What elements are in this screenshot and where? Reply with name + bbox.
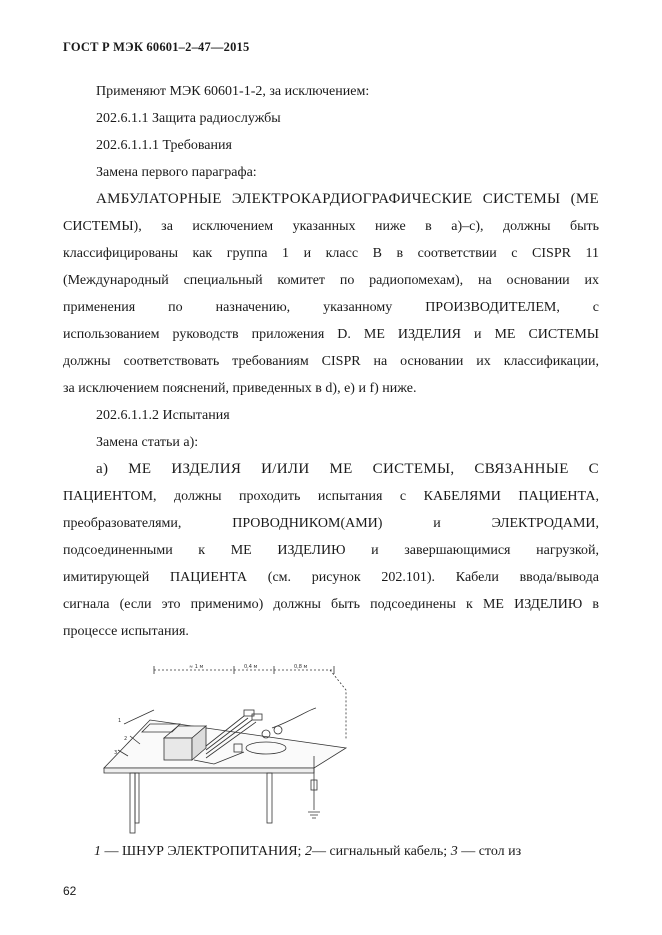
text-line: использованием руководств приложения D. МЕ ИЗДЕЛИЯ и МЕ СИСТЕМЫ: [63, 327, 599, 342]
caption-num-1: 1: [94, 844, 101, 859]
page-number: 62: [63, 884, 77, 898]
figure-label-1: 1: [118, 718, 122, 724]
document-header: ГОСТ Р МЭК 60601–2–47—2015: [63, 40, 250, 54]
dimension-label: 0,4 м: [244, 664, 258, 670]
paragraph-replacement-note: Замена первого параграфа:: [96, 165, 257, 180]
caption-text-3: — стол из: [457, 844, 522, 859]
section-heading-202-6-1-1-2: 202.6.1.1.2 Испытания: [96, 408, 230, 423]
figure-label-2: 2: [124, 736, 128, 742]
paragraph-replacement-a: Замена статьи а):: [96, 435, 199, 450]
text-line: а) МЕ ИЗДЕЛИЯ И/ИЛИ МЕ СИСТЕМЫ, СВЯЗАННЫЕ С: [96, 461, 599, 477]
text-line: АМБУЛАТОРНЫЕ ЭЛЕКТРОКАРДИОГРАФИЧЕСКИЕ СИСТЕМЫ (МЕ: [96, 191, 599, 207]
dimension-label: ≈ 1 м: [189, 664, 204, 670]
caption-num-3: 3: [450, 844, 458, 859]
text-line: ПАЦИЕНТОМ, должны проходить испытания с КАБЕЛЯМИ ПАЦИЕНТА,: [63, 489, 599, 504]
section-heading-202-6-1-1-1: 202.6.1.1.1 Требования: [96, 138, 232, 153]
text-line: имитирующей ПАЦИЕНТА (см. рисунок 202.101). Кабели ввода/вывода: [63, 570, 599, 585]
section-heading-202-6-1-1: 202.6.1.1 Защита радиослужбы: [96, 111, 281, 126]
caption-text-2: — сигнальный кабель;: [311, 844, 451, 859]
figure-label-3: 3: [114, 750, 118, 756]
text-line: процессе испытания.: [63, 624, 189, 639]
text-line: подсоединенными к МЕ ИЗДЕЛИЮ и завершающимися нагрузкой,: [63, 543, 599, 558]
figure-caption: [94, 842, 521, 862]
paragraph-intro: Применяют МЭК 60601-1-2, за исключением:: [96, 84, 370, 99]
caption-text-1: — ШНУР ЭЛЕКТРОПИТАНИЯ;: [101, 844, 305, 859]
text-line: сигнала (если это применимо) должны быть подсоединены к МЕ ИЗДЕЛИЮ в: [63, 597, 599, 612]
text-line: применения по назначению, указанному ПРОИЗВОДИТЕЛЕМ, с: [63, 300, 599, 315]
caption-num-2: 2: [304, 844, 312, 859]
dimension-label: 0,8 м: [294, 664, 308, 670]
test-setup-figure: [94, 660, 356, 838]
text-line: (Международный специальный комитет по радиопомехам), на основании их: [63, 273, 599, 288]
text-line: преобразователями, ПРОВОДНИКОМ(АМИ) и ЭЛЕКТРОДАМИ,: [63, 516, 599, 531]
text-line: СИСТЕМЫ), за исключением указанных ниже в а)–с), должны быть: [63, 219, 599, 234]
text-line: классифицированы как группа 1 и класс В в соответствии с CISPR 11: [63, 246, 599, 261]
text-line: должны соответствовать требованиям CISPR на основании их классификации,: [63, 354, 599, 369]
text-line: за исключением пояснений, приведенных в d), е) и f) ниже.: [63, 381, 417, 396]
